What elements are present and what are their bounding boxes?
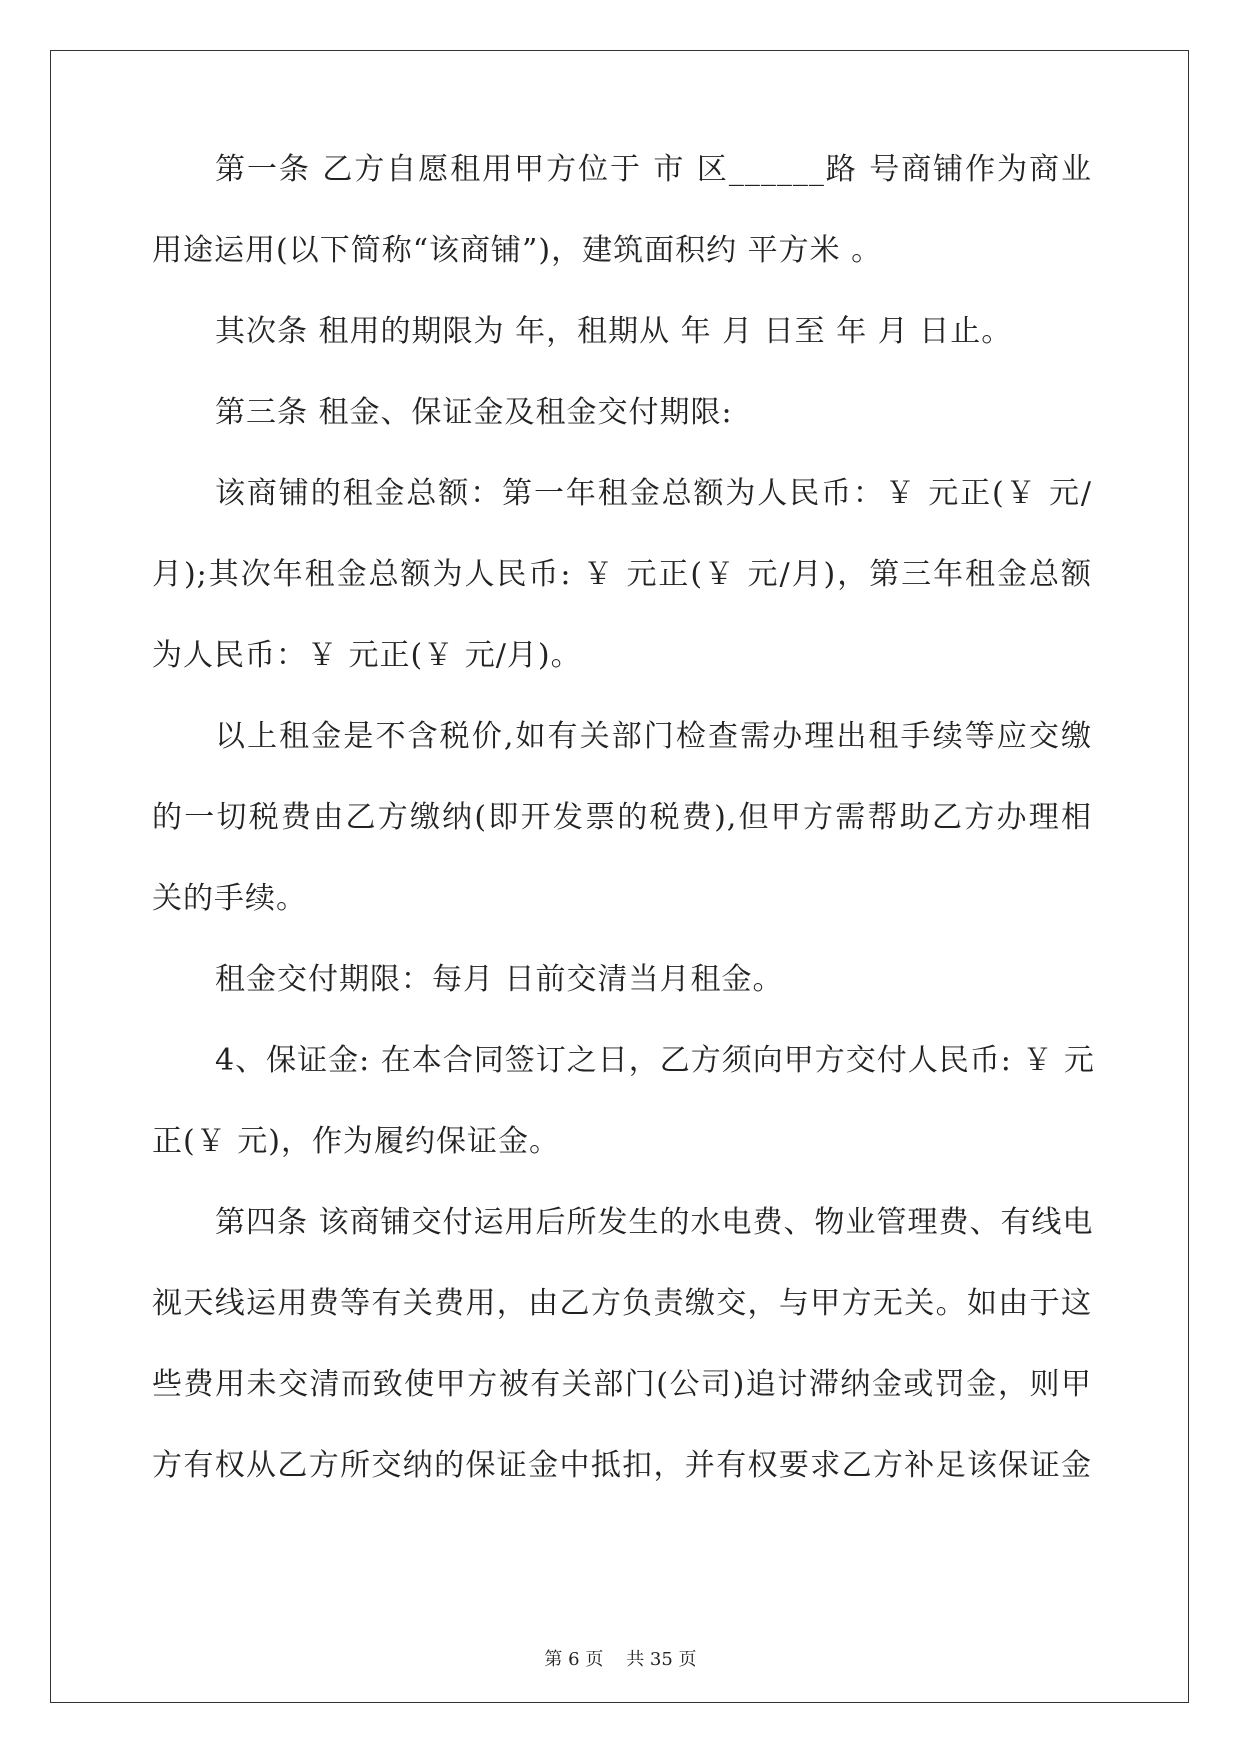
text-line: 第一条 乙方自愿租用甲方位于 市 区______路 号商铺作为商业: [215, 152, 1092, 187]
text-line: 关的手续。: [152, 881, 307, 916]
text-line: 租金交付期限：每月 日前交清当月租金。: [215, 962, 784, 997]
text-line: 以上租金是不含税价,如有关部门检查需办理出租手续等应交缴: [215, 719, 1092, 754]
text-line: 月);其次年租金总额为人民币: ￥ 元正(￥ 元/月)，第三年租金总额: [152, 557, 1092, 592]
text-line: 其次条 租用的期限为 年，租期从 年 月 日至 年 月 日止。: [215, 314, 1013, 349]
text-line: 该商铺的租金总额：第一年租金总额为人民币：￥ 元正(￥ 元/: [215, 476, 1092, 511]
text-line: 方有权从乙方所交纳的保证金中抵扣，并有权要求乙方补足该保证金: [152, 1448, 1092, 1483]
text-line: 正(￥ 元)，作为履约保证金。: [152, 1124, 560, 1159]
text-line: 的一切税费由乙方缴纳(即开发票的税费),但甲方需帮助乙方办理相: [152, 800, 1092, 835]
text-line: 第四条 该商铺交付运用后所发生的水电费、物业管理费、有线电: [215, 1205, 1094, 1240]
text-line: 些费用未交清而致使甲方被有关部门(公司)追讨滞纳金或罚金，则甲: [152, 1367, 1092, 1402]
document-body: [152, 150, 1095, 1527]
page-number-footer: 第 6 页 共 35 页: [544, 1649, 697, 1670]
text-line: 4、保证金: 在本合同签订之日，乙方须向甲方交付人民币: ￥ 元: [215, 1043, 1095, 1078]
text-line: 视天线运用费等有关费用，由乙方负责缴交，与甲方无关。如由于这: [152, 1286, 1092, 1321]
text-line: 用途运用(以下简称“该商铺”)，建筑面积约 平方米 。: [152, 233, 883, 268]
text-line: 为人民币：￥ 元正(￥ 元/月)。: [152, 638, 582, 673]
text-line: 第三条 租金、保证金及租金交付期限:: [215, 395, 733, 430]
